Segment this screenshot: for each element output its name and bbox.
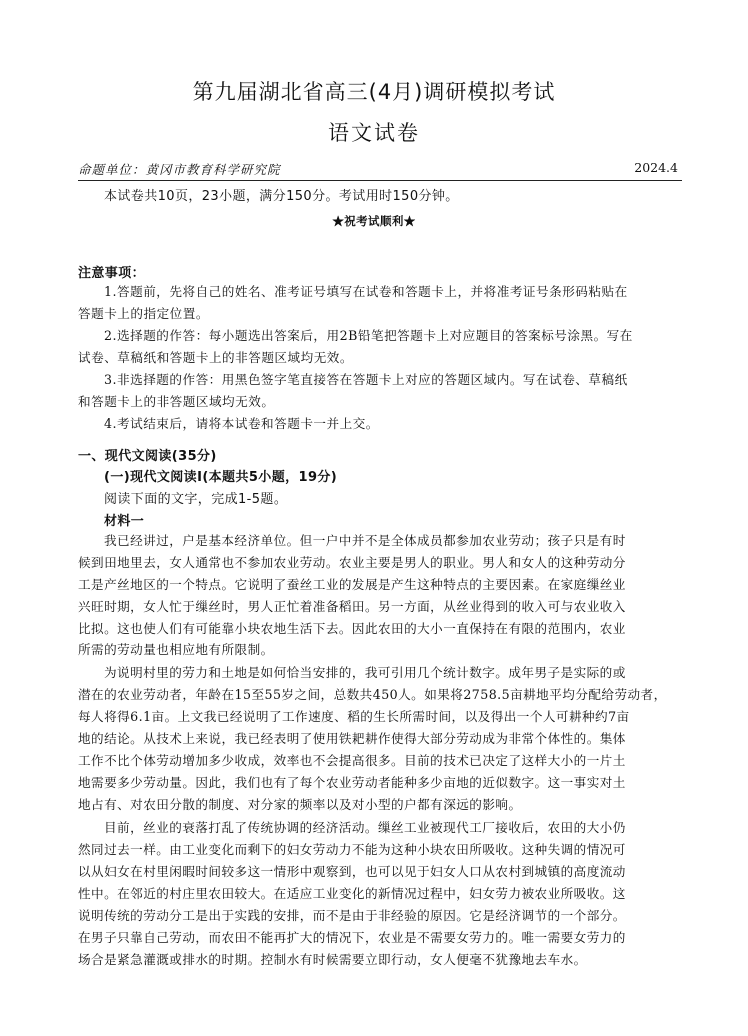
p1-line-5: 比拟。这也使人们有可能靠小块农地生活下去。因此农田的大小一直保持在有限的范围内，农业 (78, 621, 626, 636)
p2-line-1: 为说明村里的劳力和土地是如何恰当安排的，我可引用几个统计数字。成年男子是实际的或 (104, 665, 626, 680)
p2-line-5: 工作不比个体劳动增加多少收成，效率也不会提高很多。目前的技术已决定了这样大小的一片土 (78, 753, 626, 768)
note-1-line-2: 答题卡上的指定位置。 (78, 306, 209, 321)
material-label: 材料一 (104, 514, 145, 529)
p2-line-4: 地的结论。从技术上来说，我已经表明了使用铁耙耕作使得大部分劳动成为非常个体性的。集体 (78, 731, 626, 746)
note-2-line-1: 2.选择题的作答：每小题选出答案后，用2B铅笔把答题卡上对应题目的答案标号涂黑。写在 (104, 328, 633, 343)
note-1-line-1: 1.答题前，先将自己的姓名、准考证号填写在试卷和答题卡上，并将准考证号条形码粘贴在 (104, 284, 628, 299)
p3-line-3: 以从妇女在村里闲暇时间较多这一情形中观察到，也可以见于妇女人口从农村到城镇的高度流动 (78, 864, 626, 879)
section-heading: 一、现代文阅读(35分) (78, 449, 217, 464)
p1-line-6: 所需的劳动量也相应地有所限制。 (78, 642, 274, 657)
meta-row (78, 160, 678, 178)
p2-line-3: 每人将得6.1亩。上文我已经说明了工作速度、稻的生长所需时间，以及得出一个人可耕种约7亩 (78, 709, 630, 724)
p2-line-7: 地占有、对农田分散的制度、对分家的频率以及对小型的户都有深远的影响。 (78, 797, 522, 812)
reading-instruction: 阅读下面的文字，完成1-5题。 (104, 492, 288, 507)
p1-line-4: 兴旺时期，女人忙于缫丝时，男人正忙着准备稻田。另一方面，从丝业得到的收入可与农业收入 (78, 599, 626, 614)
p3-line-5: 说明传统的劳动分工是出于实践的安排，而不是由于非经验的原因。它是经济调节的一个部分。 (78, 908, 626, 923)
note-3-line-2: 和答题卡上的非答题区域均无效。 (78, 394, 275, 409)
exam-intro: 本试卷共10页，23小题，满分150分。考试用时150分钟。 (104, 189, 459, 204)
p1-line-2: 候到田地里去，女人通常也不参加农业劳动。农业主要是男人的职业。男人和女人的这种劳动分 (78, 555, 626, 570)
p3-line-7: 场合是紧急灌溉或排水的时期。控制水有时候需要立即行动，女人便毫不犹豫地去车水。 (78, 952, 587, 967)
notes-heading: 注意事项： (78, 266, 146, 281)
good-luck-line: ★祝考试顺利★ (332, 214, 416, 228)
p3-line-6: 在男子只靠自己劳动，而农田不能再扩大的情况下，农业是不需要女劳力的。唯一需要女劳力的 (78, 930, 626, 945)
p1-line-3: 工是产丝地区的一个特点。它说明了蚕丝工业的发展是产生这种特点的主要因素。在家庭缫丝业 (78, 577, 626, 592)
note-4-line-1: 4.考试结束后，请将本试卷和答题卡一并上交。 (104, 416, 379, 431)
header-divider (78, 180, 682, 181)
exam-title: 第九届湖北省高三(4月)调研模拟考试 (192, 80, 556, 104)
sub-section-heading: (一)现代文阅读I(本题共5小题，19分) (104, 470, 338, 485)
p1-line-1: 我已经讲过，户是基本经济单位。但一户中并不是全体成员都参加农业劳动；孩子只是有时 (104, 533, 626, 548)
note-3-line-1: 3.非选择题的作答：用黑色签字笔直接答在答题卡上对应的答题区域内。写在试卷、草稿纸 (104, 372, 628, 387)
p2-line-6: 地需要多少劳动量。因此，我们也有了每个农业劳动者能种多少亩地的近似数字。这一事实对土 (78, 775, 626, 790)
p3-line-2: 然同过去一样。由工业变化而剩下的妇女劳动力不能为这种小块农田所吸收。这种失调的情况可 (78, 842, 626, 857)
note-2-line-2: 试卷、草稿纸和答题卡上的非答题区域均无效。 (78, 350, 353, 365)
exam-date: 2024.4 (634, 160, 678, 175)
exam-subtitle: 语文试卷 (328, 121, 420, 145)
author-unit: 命题单位：黄冈市教育科学研究院 (78, 162, 281, 177)
p3-line-1: 目前，丝业的衰落打乱了传统协调的经济活动。缫丝工业被现代工厂接收后，农田的大小仍 (104, 820, 626, 835)
p3-line-4: 性中。在邻近的村庄里农田较大。在适应工业变化的新情况过程中，妇女劳力被农业所吸收。这 (78, 886, 626, 901)
p2-line-2: 潜在的农业劳动者，年龄在15至55岁之间，总数共450人。如果将2758.5亩耕地平均分配给劳动者， (78, 687, 667, 702)
